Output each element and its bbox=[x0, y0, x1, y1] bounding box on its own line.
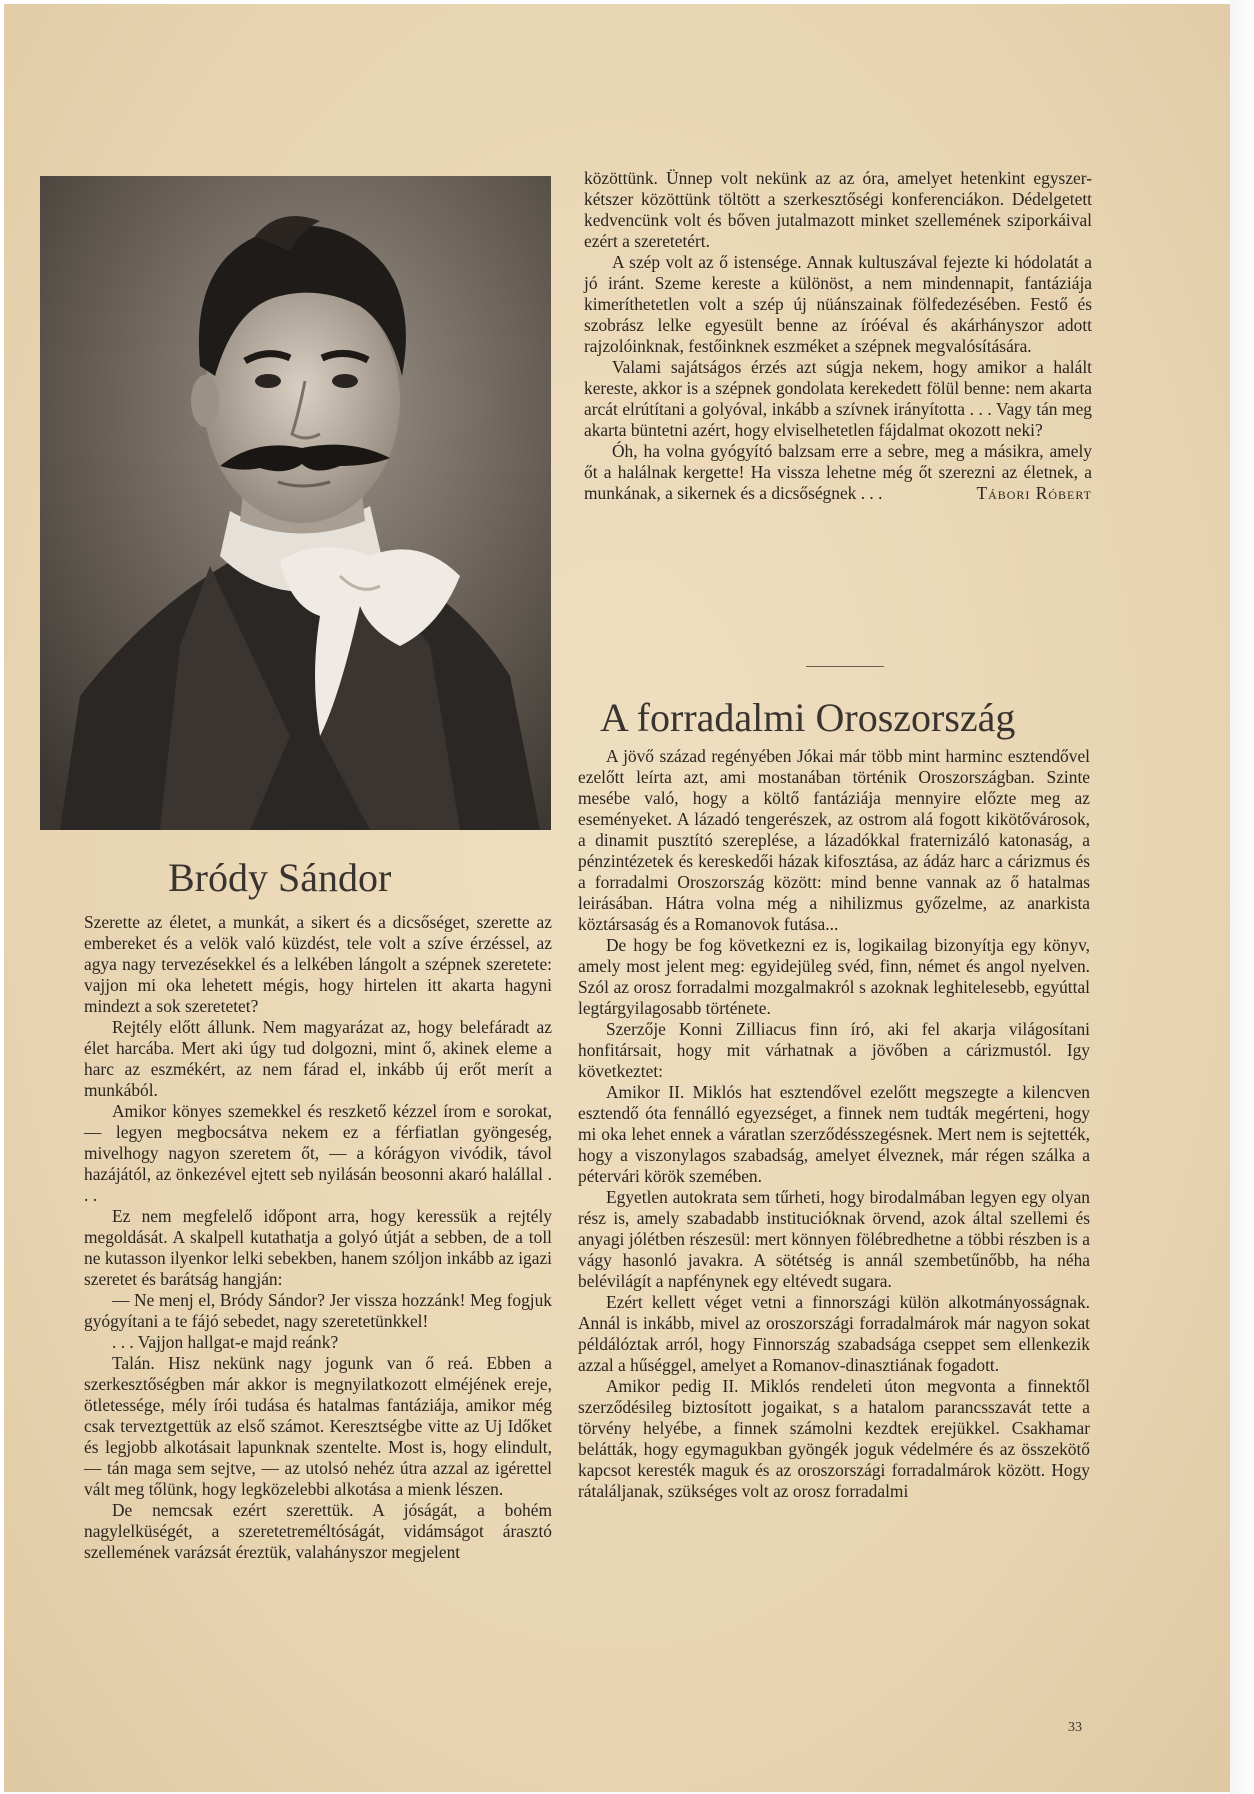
paragraph: Amikor könyes szemekkel és reszkető kézzel írom e sorokat, — legyen megbocsátva nekem ez a férfiatlan gyöngeség, mivelhogy nagyon szeretem őt, — a kórágyon vivódik, távol hazájától, az önkezével ejtett seb nyilásán beosonni akaró halállal . . . bbox=[84, 1101, 552, 1205]
paragraph: Szerette az életet, a munkát, a sikert és a dicsőséget, szerette az embereket és a velök való küzdést, tele volt a szíve érzéssel, az agya nagy tervezésekkel és a lelkében lángolt a szépnek szeretete: vajjon mi oka lehetett mégis, hogy hirtelen itt akarta hagyni mindezt a sok szeretetet? bbox=[84, 912, 552, 1016]
paragraph: — Ne menj el, Bródy Sándor? Jer vissza hozzánk! Meg fogjuk gyógyítani a te fájó sebedet, nagy szeretetünkkel! bbox=[84, 1290, 552, 1331]
paragraph: Ezért kellett véget vetni a finnországi külön alkotmányosságnak. Annál is inkább, mivel az oroszországi forradalmárok már nagyon sokat példálóztak arról, hogy Finnország szabadsága cseppet sem ellenkezik azzal a hűséggel, amelyet a Romanov-dinasztiának fogadott. bbox=[578, 1292, 1090, 1375]
portrait-illustration bbox=[40, 176, 551, 830]
paragraph: Amikor pedig II. Miklós rendeleti úton megvonta a finnektől szerződésileg biztosított jogaikat, s a hatalom parancsszavát tette a törvény helyébe, a finnek számolni kezdtek erejükkel. Csakhamar belátták, hogy egymagukban gyöngék joguk védelmére és az összekötő kapcsot keresték maguk és az oroszországi forradalmárok között. Hogy rátaláljanak, szükséges volt az orosz forradalmi bbox=[578, 1376, 1090, 1501]
right-column-top bbox=[584, 168, 1092, 504]
page-edge bbox=[1230, 0, 1254, 1794]
paragraph-text: Óh, ha volna gyógyító balzsam erre a sebre, meg a másikra, amely őt a halálnak kergette! Ha vissza lehetne még őt szerezni az életnek, a munkának, a sikernek és a dicsőségnek . . . bbox=[584, 441, 1092, 503]
paragraph bbox=[584, 441, 1092, 504]
right-column-bottom bbox=[578, 746, 1090, 1502]
left-column bbox=[84, 912, 552, 1563]
paragraph: A szép volt az ő istensége. Annak kultuszával fejezte ki hódolatát a jó iránt. Szeme kereste a különöst, a nem mindennapit, fantáziája kimeríthetetlen volt a szép új nüánszainak fölfedezésében. Festő és szobrász lelke egyesült benne az íróéval és akárhányszor adott rajzolóinknak, festőinknek eszméket a szépnek megvalósítására. bbox=[584, 252, 1092, 356]
article-title: Bródy Sándor bbox=[168, 855, 392, 900]
paragraph: Talán. Hisz nekünk nagy jogunk van ő reá. Ebben a szerkesztőségben már akkor is megnyilatkozott elméjének ereje, ötletessége, mély írói tudása és hatalmas fantáziája, amikor még csak terveztgettük az első számot. Keresztségbe vitte az Uj Időket és legjobb alkotásait lapunknak szentelte. Most is, hogy elindult, — tán maga sem sejtve, — az utolsó nehéz útra azzal az igérettel vált meg tőlünk, hogy legközelebbi alkotása a mienk lészen. bbox=[84, 1353, 552, 1499]
paragraph: közöttünk. Ünnep volt nekünk az az óra, amelyet hetenkint egyszer-kétszer közöttünk töltött a szerkesztőségi konferenciákon. Dédelgetett kedvencünk volt és bőven jutalmazott minket szellemének sziporkáival ezért a szeretetért. bbox=[584, 168, 1092, 251]
author-signature: Tábori Róbert bbox=[976, 483, 1092, 503]
paragraph: De hogy be fog következni ez is, logikailag bizonyítja egy könyv, amely most jelent meg: egyidejüleg svéd, finn, német és angol nyelven. Szól az orosz forradalmi mozgalmakról s azoknak leghitelesebb, egyúttal legtárgyilagosabb története. bbox=[578, 935, 1090, 1018]
section-divider bbox=[806, 666, 884, 667]
paragraph: Egyetlen autokrata sem tűrheti, hogy birodalmában legyen egy olyan rész is, amely szabadabb institucióknak örvend, azok által szellemi és anyagi jólétben részesül: mert könnyen fölébredhetne a többi részben is a vágy hasonló javakra. A sötétség is annál szembetűnőbb, ha néha belévilágít a napfénynek egy eltévedt sugara. bbox=[578, 1187, 1090, 1291]
paragraph: . . . Vajjon hallgat-e majd reánk? bbox=[112, 1332, 339, 1352]
paragraph: De nemcsak ezért szerettük. A jóságát, a bohém nagylelküségét, a szeretetreméltóságát, vidámságot árasztó szellemének varázsát éreztük, valahányszor megjelent bbox=[84, 1500, 552, 1562]
paragraph: Rejtély előtt állunk. Nem magyarázat az, hogy belefáradt az élet harcába. Mert aki úgy tud dolgozni, mint ő, akinek eleme a harc az eszmékért, az nem fárad el, inkább új erőt merít a munkából. bbox=[84, 1017, 552, 1100]
paragraph: A jövő század regényében Jókai már több mint harminc esztendővel ezelőtt leírta azt, ami mostanában történik Oroszországban. Szinte mesébe való, hogy a költő fantáziája mennyire előzte meg az eseményeket. A lázadó tengerészek, az ostrom alá fogott kikötővárosok, a dinamit pusztító szereplése, a lázadókkal fraternizáló katonaság, a pénzintézetek és kereskedői házak kifosztása, az ádáz harc a cárizmus és a forradalmi Oroszország között: mind benne vannak az ő hatalmas leirásában. Hátra volna még a nihilizmus győzelme, az anarkista köztársaság és a Romanovok futása... bbox=[578, 746, 1090, 934]
paragraph: Ez nem megfelelő időpont arra, hogy keressük a rejtély megoldását. A skalpell kutathatja a golyó útját a sebben, de a toll ne kutasson ilyenkor lelki sebekben, hanem szóljon inkább az igazi szeretet és barátság hangján: bbox=[84, 1206, 552, 1289]
paragraph: Szerzője Konni Zilliacus finn író, aki fel akarja világosítani honfitársait, hogy mit várhatnak a jövőben a cárizmustól. Igy következtet: bbox=[578, 1019, 1090, 1081]
paragraph: Amikor II. Miklós hat esztendővel ezelőtt megszegte a kilencven esztendő óta fennálló egyezséget, a finnek nem tudták megérteni, hogy mi oka lehet ennek a váratlan szerződésszegésnek. Mert nem is sejtették, hogy a viszonylagos szabadság, amelyet élveznek, már régen szálka a pétervári körök szemében. bbox=[578, 1082, 1090, 1186]
portrait-photo bbox=[40, 176, 551, 830]
article-title: A forradalmi Oroszország bbox=[600, 695, 1016, 740]
page-number: 33 bbox=[1068, 1720, 1082, 1735]
paragraph: Valami sajátságos érzés azt súgja nekem, hogy amikor a halált kereste, akkor is a szépnek gondolata kerekedett fölül benne: nem akarta arcát elrútítani a golyóval, inkább a szívnek irányította . . . Vagy tán meg akarta büntetni azért, hogy elviselhetetlen fájdalmat okozott neki? bbox=[584, 357, 1092, 440]
